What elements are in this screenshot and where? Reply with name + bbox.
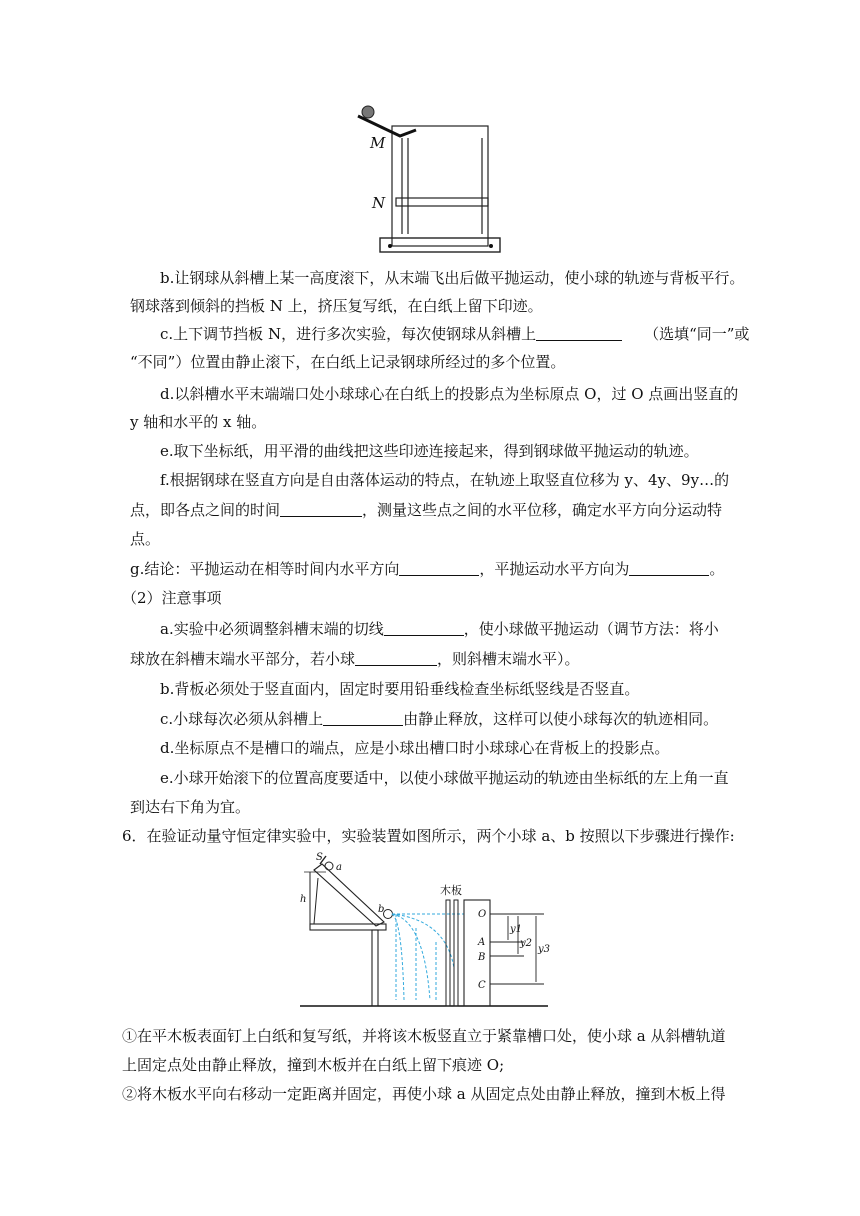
note-a-cont <box>130 645 730 673</box>
label-y2: y2 <box>520 938 533 949</box>
label-n: N <box>372 194 386 212</box>
note-c <box>130 705 730 733</box>
text-step-c <box>130 320 750 348</box>
note-e-cont: 到达右下角为宜。 <box>130 798 251 816</box>
text-step-f-end: 点。 <box>130 530 161 548</box>
text-step-e: e.取下坐标纸，用平滑的曲线把这些印迹连接起来，得到钢球做平抛运动的轨迹。 <box>160 442 699 460</box>
question-6: 6．在验证动量守恒定律实验中，实验装置如图所示，两个小球 a、b 按照以下步骤进行操作: <box>122 827 735 845</box>
step-1-cont: 上固定点处由静止释放，撞到木板并在白纸上留下痕迹 O; <box>122 1056 505 1074</box>
text-step-g <box>130 555 730 583</box>
step-2: ②将木板水平向右移动一定距离并固定，再使小球 a 从固定点处由静止释放，撞到木板上得 <box>122 1085 726 1103</box>
note-a-part1: a.实验中必须调整斜槽末端的切线 <box>160 620 384 638</box>
note-c-part2: 由静止释放，这样可以使小球每次的轨迹相同。 <box>403 710 719 728</box>
text-step-f-cont <box>130 496 730 524</box>
notes-heading: （2）注意事项 <box>122 589 222 607</box>
text-step-d-cont: y 轴和水平的 x 轴。 <box>130 413 267 431</box>
text-step-b-cont: 钢球落到倾斜的挡板 N 上，挤压复写纸，在白纸上留下印迹。 <box>130 297 543 315</box>
text-step-f-part1: 点，即各点之间的时间 <box>130 501 281 519</box>
text-step-g-part3: 。 <box>709 560 725 578</box>
answer-blank-nc[interactable] <box>323 707 403 726</box>
note-e: e.小球开始滚下的位置高度要适中，以使小球做平抛运动的轨迹由坐标纸的左上角一直 <box>160 769 729 787</box>
text-step-b: b.让钢球从斜槽上某一高度滚下，从末端飞出后做平抛运动，使小球的轨迹与背板平行。 <box>160 269 745 287</box>
text-step-g-part1: g.结论：平抛运动在相等时间内水平方向 <box>130 560 400 578</box>
text-step-d: d.以斜槽水平末端端口处小球球心在白纸上的投影点为坐标原点 O，过 O 点画出竖直的 <box>160 385 739 403</box>
step-1: ①在平木板表面钉上白纸和复写纸，并将该木板竖直立于紧靠槽口处，使小球 a 从斜槽轨道 <box>122 1027 726 1045</box>
apparatus-figure-1 <box>352 100 512 260</box>
label-h: h <box>300 894 307 905</box>
label-m: M <box>370 134 386 152</box>
text-step-f: f.根据钢球在竖直方向是自由落体运动的特点，在轨迹上取竖直位移为 y、4y、9y…的 <box>160 471 730 489</box>
answer-blank-na2[interactable] <box>355 647 437 666</box>
label-y3: y3 <box>538 944 551 955</box>
label-s: S <box>316 852 323 863</box>
note-a-part2: ，使小球做平抛运动（调节方法：将小 <box>463 620 719 638</box>
label-b: b <box>378 904 385 915</box>
answer-blank-g2[interactable] <box>629 557 709 576</box>
note-a-cont-part2: ，则斜槽末端水平）。 <box>437 650 580 668</box>
note-b: b.背板必须处于竖直面内，固定时要用铅垂线检查坐标纸竖线是否竖直。 <box>160 680 640 698</box>
text-step-c-part1: c.上下调节挡板 N，进行多次实验，每次使钢球从斜槽上 <box>160 325 537 343</box>
label-o: O <box>478 909 487 920</box>
text-step-f-part2: ，测量这些点之间的水平位移，确定水平方向分运动特 <box>362 501 723 519</box>
answer-blank-na1[interactable] <box>384 617 464 636</box>
text-step-c-part2: （选填“同一”或 <box>644 325 750 343</box>
label-A: A <box>478 937 486 948</box>
label-C: C <box>478 980 486 991</box>
apparatus-figure-2 <box>296 850 566 1012</box>
answer-blank-g1[interactable] <box>399 557 479 576</box>
text-step-g-part2: ，平抛运动水平方向为 <box>479 560 630 578</box>
note-c-part1: c.小球每次必须从斜槽上 <box>160 710 324 728</box>
answer-blank-f[interactable] <box>280 498 362 517</box>
label-B: B <box>478 952 486 963</box>
note-a <box>130 615 730 643</box>
label-a: a <box>336 862 342 873</box>
label-board: 木板 <box>440 884 462 897</box>
note-d: d.坐标原点不是槽口的端点，应是小球出槽口时小球球心在背板上的投影点。 <box>160 739 670 757</box>
answer-blank-c[interactable] <box>536 322 622 341</box>
label-y1: y1 <box>510 924 523 935</box>
text-step-c-cont: “不同”）位置由静止滚下，在白纸上记录钢球所经过的多个位置。 <box>130 353 566 371</box>
note-a-cont-part1: 球放在斜槽末端水平部分，若小球 <box>130 650 356 668</box>
